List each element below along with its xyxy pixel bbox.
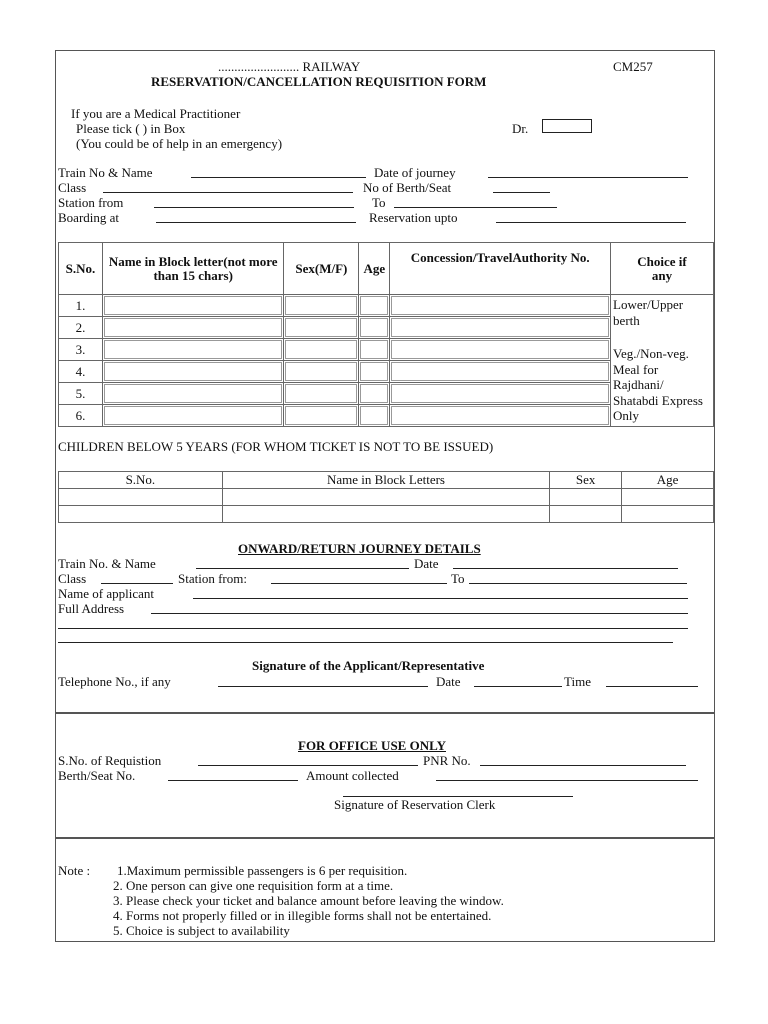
choice-meal-text: Veg./Non-veg. Meal for Rajdhani/ Shatabdi Express Only bbox=[613, 346, 703, 423]
header-age: Age bbox=[359, 243, 390, 295]
header-choice: Choice if any bbox=[611, 243, 714, 295]
address-field-line-2[interactable] bbox=[58, 628, 688, 629]
name-cell[interactable] bbox=[102, 295, 284, 317]
requisition-sno-field[interactable] bbox=[198, 765, 418, 766]
header-name: Name in Block letter(not more than 15 chars) bbox=[102, 243, 284, 295]
section-divider bbox=[56, 837, 714, 839]
doctor-checkbox[interactable] bbox=[542, 119, 592, 133]
station-from-label: Station from bbox=[58, 195, 124, 210]
railway-name: ......................... RAILWAY bbox=[218, 59, 361, 74]
concession-cell[interactable] bbox=[390, 317, 611, 339]
signature-time-field[interactable] bbox=[606, 686, 698, 687]
signature-date-field[interactable] bbox=[474, 686, 562, 687]
full-address-label: Full Address bbox=[58, 601, 125, 616]
row-sno: 3. bbox=[59, 339, 103, 361]
note-label: Note : bbox=[58, 863, 91, 878]
onward-heading: ONWARD/RETURN JOURNEY DETAILS bbox=[238, 541, 481, 556]
child-sno-cell[interactable] bbox=[59, 506, 223, 523]
onward-to-label: To bbox=[451, 571, 465, 586]
row-sno: 5. bbox=[59, 383, 103, 405]
row-sno: 6. bbox=[59, 405, 103, 427]
row-sno: 4. bbox=[59, 361, 103, 383]
onward-date-label: Date bbox=[414, 556, 439, 571]
medical-line-3: (You could be of help in an emergency) bbox=[76, 136, 283, 151]
amount-collected-label: Amount collected bbox=[306, 768, 399, 783]
name-cell[interactable] bbox=[102, 361, 284, 383]
row-sno: 2. bbox=[59, 317, 103, 339]
age-cell[interactable] bbox=[359, 361, 390, 383]
sex-cell[interactable] bbox=[284, 405, 359, 427]
onward-date-field[interactable] bbox=[453, 568, 678, 569]
choice-berth-text: Lower/Upper berth bbox=[613, 297, 684, 328]
onward-train-label: Train No. & Name bbox=[58, 556, 156, 571]
onward-station-from-label: Station from: bbox=[178, 571, 247, 586]
boarding-at-label: Boarding at bbox=[58, 210, 120, 225]
header-concession: Concession/TravelAuthority No. bbox=[390, 243, 611, 295]
note-item: 1.Maximum permissible passengers is 6 per requisition. bbox=[117, 863, 408, 878]
amount-collected-field[interactable] bbox=[436, 780, 698, 781]
office-berth-field[interactable] bbox=[168, 780, 298, 781]
signature-time-label: Time bbox=[564, 674, 591, 689]
child-header-sex: Sex bbox=[550, 472, 622, 489]
row-sno: 1. bbox=[59, 295, 103, 317]
name-cell[interactable] bbox=[102, 405, 284, 427]
concession-cell[interactable] bbox=[390, 361, 611, 383]
onward-class-label: Class bbox=[58, 571, 87, 586]
name-cell[interactable] bbox=[102, 317, 284, 339]
passenger-table bbox=[58, 242, 714, 427]
age-cell[interactable] bbox=[359, 317, 390, 339]
concession-cell[interactable] bbox=[390, 339, 611, 361]
child-header-name: Name in Block Letters bbox=[222, 472, 549, 489]
concession-cell[interactable] bbox=[390, 405, 611, 427]
office-use-heading: FOR OFFICE USE ONLY bbox=[298, 738, 446, 753]
pnr-field[interactable] bbox=[480, 765, 686, 766]
sex-cell[interactable] bbox=[284, 383, 359, 405]
pnr-label: PNR No. bbox=[423, 753, 471, 768]
boarding-at-field[interactable] bbox=[156, 222, 356, 223]
child-sno-cell[interactable] bbox=[59, 489, 223, 506]
clerk-signature-label: Signature of Reservation Clerk bbox=[334, 797, 496, 812]
date-of-journey-field[interactable] bbox=[488, 177, 688, 178]
to-label: To bbox=[372, 195, 386, 210]
child-header-sno: S.No. bbox=[59, 472, 223, 489]
name-cell[interactable] bbox=[102, 383, 284, 405]
children-table bbox=[58, 471, 714, 523]
child-name-cell[interactable] bbox=[222, 489, 549, 506]
class-field[interactable] bbox=[103, 192, 353, 193]
no-of-berth-field[interactable] bbox=[493, 192, 550, 193]
applicant-name-field[interactable] bbox=[193, 598, 688, 599]
address-field-line-3[interactable] bbox=[58, 642, 673, 643]
office-berth-label: Berth/Seat No. bbox=[58, 768, 136, 783]
concession-cell[interactable] bbox=[390, 383, 611, 405]
applicant-name-label: Name of applicant bbox=[58, 586, 155, 601]
signature-date-label: Date bbox=[436, 674, 461, 689]
form-title: RESERVATION/CANCELLATION REQUISITION FORM bbox=[151, 74, 487, 89]
note-item: 5. Choice is subject to availability bbox=[113, 923, 290, 938]
onward-train-field[interactable] bbox=[196, 568, 409, 569]
child-sex-cell[interactable] bbox=[550, 489, 622, 506]
sex-cell[interactable] bbox=[284, 317, 359, 339]
onward-class-field[interactable] bbox=[101, 583, 173, 584]
concession-cell[interactable] bbox=[390, 295, 611, 317]
child-sex-cell[interactable] bbox=[550, 506, 622, 523]
header-sno: S.No. bbox=[59, 243, 103, 295]
sex-cell[interactable] bbox=[284, 361, 359, 383]
station-from-field[interactable] bbox=[154, 207, 354, 208]
no-of-berth-label: No of Berth/Seat bbox=[363, 180, 452, 195]
age-cell[interactable] bbox=[359, 383, 390, 405]
child-name-cell[interactable] bbox=[222, 506, 549, 523]
sex-cell[interactable] bbox=[284, 339, 359, 361]
telephone-label: Telephone No., if any bbox=[58, 674, 171, 689]
age-cell[interactable] bbox=[359, 339, 390, 361]
note-item: 2. One person can give one requisition form at a time. bbox=[113, 878, 394, 893]
applicant-signature-label: Signature of the Applicant/Representative bbox=[252, 658, 485, 673]
header-sex: Sex(M/F) bbox=[284, 243, 359, 295]
sex-cell[interactable] bbox=[284, 295, 359, 317]
note-item: 4. Forms not properly filled or in illegible forms shall not be entertained. bbox=[113, 908, 492, 923]
train-name-label: Train No & Name bbox=[58, 165, 153, 180]
onward-to-field[interactable] bbox=[469, 583, 687, 584]
requisition-form bbox=[55, 50, 715, 942]
children-heading: CHILDREN BELOW 5 YEARS (FOR WHOM TICKET IS NOT TO BE ISSUED) bbox=[58, 439, 494, 454]
date-of-journey-label: Date of journey bbox=[374, 165, 456, 180]
medical-line-1: If you are a Medical Practitioner bbox=[71, 106, 241, 121]
class-label: Class bbox=[58, 180, 87, 195]
age-cell[interactable] bbox=[359, 295, 390, 317]
section-divider bbox=[56, 712, 714, 714]
choice-cell bbox=[611, 295, 714, 427]
dr-label: Dr. bbox=[512, 121, 529, 136]
name-cell[interactable] bbox=[102, 339, 284, 361]
medical-line-2: Please tick ( ) in Box bbox=[76, 121, 186, 136]
to-field[interactable] bbox=[394, 207, 557, 208]
note-item: 3. Please check your ticket and balance amount before leaving the window. bbox=[113, 893, 504, 908]
telephone-field[interactable] bbox=[218, 686, 428, 687]
requisition-sno-label: S.No. of Requistion bbox=[58, 753, 162, 768]
address-field-line-1[interactable] bbox=[151, 613, 688, 614]
child-age-cell[interactable] bbox=[622, 506, 714, 523]
reservation-upto-field[interactable] bbox=[496, 222, 686, 223]
train-name-field[interactable] bbox=[191, 177, 366, 178]
child-header-age: Age bbox=[622, 472, 714, 489]
child-age-cell[interactable] bbox=[622, 489, 714, 506]
form-code: CM257 bbox=[613, 59, 653, 74]
reservation-upto-label: Reservation upto bbox=[369, 210, 458, 225]
age-cell[interactable] bbox=[359, 405, 390, 427]
onward-station-from-field[interactable] bbox=[271, 583, 447, 584]
